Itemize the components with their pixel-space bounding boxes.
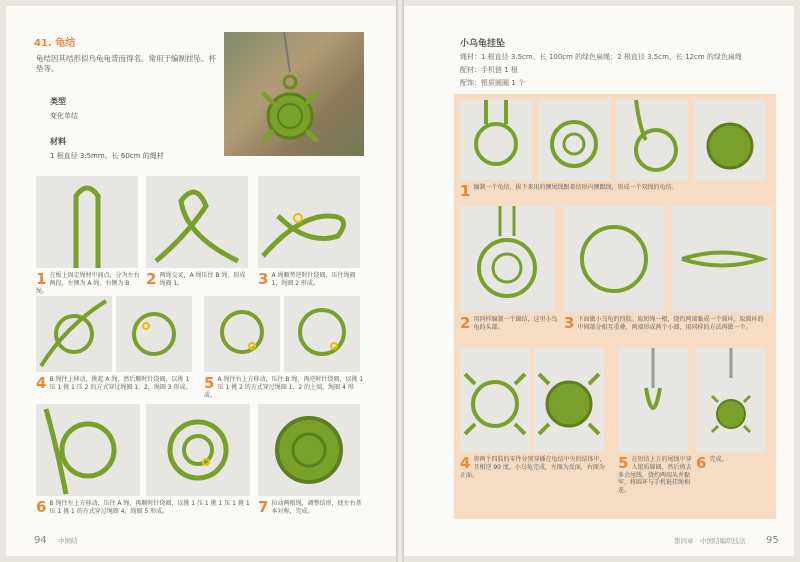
step-5b-image [284,296,360,372]
left-title: 41. 龟结 [34,38,76,49]
step-3-image [258,176,360,268]
r-step-4a-image [460,348,530,452]
step-4b-image [116,296,192,372]
left-page-number: 94 [34,535,47,546]
step-7-caption: 7 拉动两根绳，调整结形，使左右基本对称，完成。 [258,498,362,516]
r-step-3b-image [672,206,772,312]
step-4-caption: 4 B 绳往上移动，挑起 A 绳，然后顺时针绕圈，以挑 1 压 1 挑 1 压 2 的方式穿过绳圈 1、2，绳圈 3 形成。 [36,374,192,392]
right-page [404,6,794,556]
r-step-2-caption: 2 用同样编制一个圆结，这里小鸟龟的头部。 [460,314,558,332]
step-1-caption: 1 在板上固定绳材中间点，分为左右两段，左侧为 A 绳，右侧为 B 绳。 [36,270,140,295]
step-7-image [258,404,360,496]
r-step-5-caption: 5 在短结上方的尾线中穿入银质圆圈，然后剪去多余尾线，烧灼两端头并黏牢，将圆环与手机链挂绳相连。 [618,454,692,495]
book-gutter [396,0,404,562]
r-step-4-caption: 4 将两个四肢的零件分别穿插在龟结中央的结体中，且相逆 90 度。小乌龟完成，左图为反面，右图为正面。 [460,454,606,479]
step-6b-image [146,404,250,496]
r-step-6-caption: 6 完成。 [696,454,728,472]
step-4a-image [36,296,112,372]
material-heading: 材料 [50,137,66,146]
step-1-image [36,176,138,268]
r-step-3-caption: 3 下面做小乌龟的四肢。取短绳一根，烧灼两端黏成一个圆环，取圆环的中间部分相互重叠，两端形成两个小圈，用同样的方法再做一个。 [564,314,764,332]
deco-spec: 配饰：银质圆圈 1 个 [460,79,525,87]
r-step-5-image [618,348,688,452]
intro-text: 龟结因其结形似乌龟龟背而得名。常用于编制挂坠、杯垫等。 [36,54,216,74]
right-chapter-label: 第四章 中国结编织技法 [674,537,746,545]
step-3-caption: 3 A 绳顺势逆时针绕圈，压住绳圈 1，绳圈 2 形成。 [258,270,356,288]
left-page [6,6,396,556]
right-title: 小乌龟挂坠 [460,39,506,49]
step-6a-image [36,404,140,496]
r-step-3a-image [564,206,664,312]
r-step-1c-image [616,100,688,180]
r-step-1d-image [694,100,766,180]
step-2-caption: 2 两绳交叉，A 绳压住 B 绳，形成绳圈 1。 [146,270,246,288]
step-5a-image [204,296,280,372]
parts-spec: 配材：手机链 1 根 [460,66,518,74]
turtle-knot-photo [224,32,364,156]
r-step-4b-image [534,348,604,452]
r-step-1-caption: 1 编制一个龟结，拔下来用的侧尾线跟着结形内侧跟线，形成一个双线的龟结。 [460,182,678,200]
r-step-2-image [460,206,554,312]
step-5-caption: 5 A 绳往右上方移动，压住 B 绳，再逆时针绕圈，以挑 1 压 1 挑 2 的方式穿过绳圈 1、2 的上端，绳圈 4 形成。 [204,374,364,399]
type-heading: 类型 [50,97,66,106]
step-2-image [146,176,248,268]
rope-spec: 绳材：1 根直径 3.5cm、长 100cm 的绿色扁绳；2 根直径 3.5cm、长 12cm 的绿色扁绳 [460,53,742,61]
material-value: 1 根直径 3.5mm、长 60cm 的绳材 [50,152,164,160]
turtle-photo-graphic [224,32,364,156]
type-value: 变化单结 [50,112,78,120]
left-chapter-label: 中国结 [58,537,78,545]
r-step-1b-image [538,100,610,180]
right-page-number: 95 [766,535,779,546]
step-6-caption: 6 B 绳往左上方移动，压住 A 绳，再顺时针绕圈，以挑 1 压 1 挑 1 压 1 挑 1 压 1 挑 1 的方式穿过绳圈 4、绳圈 5 形成。 [36,498,250,516]
r-step-6-image [696,348,766,452]
r-step-1a-image [460,100,532,180]
